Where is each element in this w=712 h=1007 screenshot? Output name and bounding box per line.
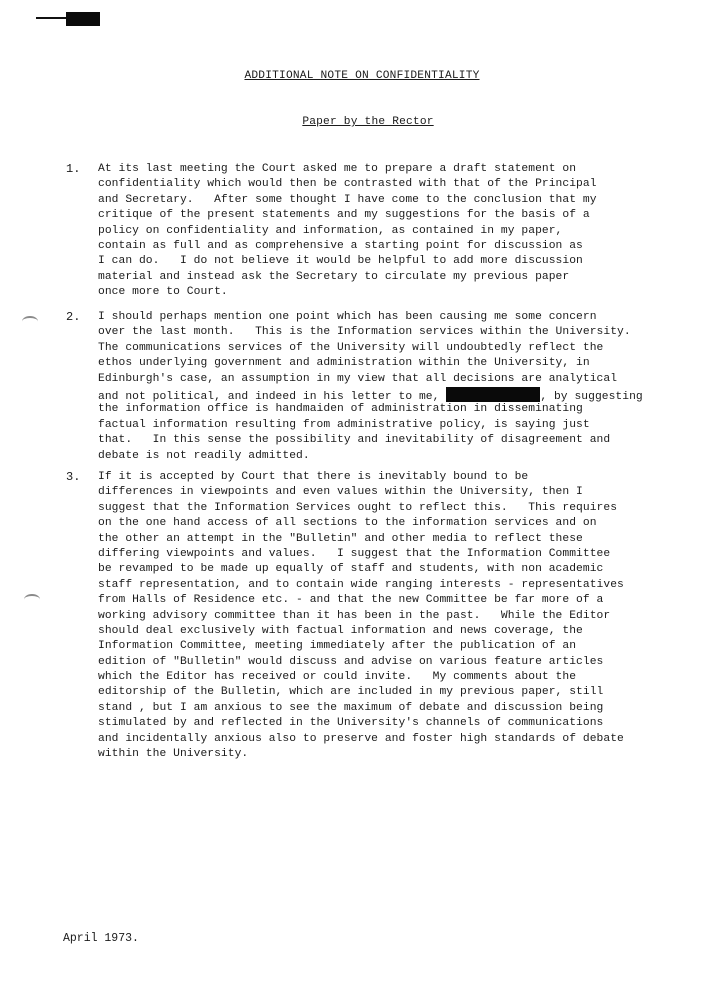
punch-hole-mark xyxy=(24,594,40,604)
paragraph-line: and incidentally anxious also to preserve and foster high standards of debate xyxy=(98,732,624,745)
paragraph-line: At its last meeting the Court asked me to prepare a draft statement on xyxy=(98,163,577,175)
paragraph-line: material and instead ask the Secretary to circulate my previous paper xyxy=(98,270,570,283)
paragraph-line: should deal exclusively with factual information and news coverage, the xyxy=(98,624,583,637)
paragraph-line: If it is accepted by Court that there is inevitably bound to be xyxy=(98,471,529,483)
paragraph-number: 3. xyxy=(66,470,81,484)
paragraph-body xyxy=(98,310,678,464)
paragraph-line-with-redaction xyxy=(98,387,678,402)
paragraph-line: The communications services of the University will undoubtedly reflect the xyxy=(98,341,604,354)
paragraph-line: be revamped to be made up equally of staff and students, with non academic xyxy=(98,563,604,576)
paragraph-line: which the Editor has received or could invite. My comments about the xyxy=(98,671,577,684)
paragraph-line: editorship of the Bulletin, which are included in my previous paper, still xyxy=(98,686,604,699)
paragraph-number: 2. xyxy=(66,310,81,324)
paragraph-line: differences in viewpoints and even values within the University, then I xyxy=(98,486,583,499)
paragraph-line: from Halls of Residence etc. - and that the new Committee be far more of a xyxy=(98,594,604,607)
paragraph-line: over the last month. This is the Information services within the University. xyxy=(98,326,631,339)
paragraph-body xyxy=(98,470,678,762)
paragraph-line: I should perhaps mention one point which has been causing me some concern xyxy=(98,311,597,323)
redaction-box xyxy=(66,12,100,26)
document-date: April 1973. xyxy=(63,932,139,945)
paragraph-line: and Secretary. After some thought I have come to the conclusion that my xyxy=(98,193,597,206)
paragraph-line: stand , but I am anxious to see the maximum of debate and discussion being xyxy=(98,701,604,714)
paragraph-line: stimulated by and reflected in the University's channels of communications xyxy=(98,717,604,730)
paragraph-line: policy on confidentiality and information, as contained in my paper, xyxy=(98,224,563,237)
paragraph-line: Edinburgh's case, an assumption in my view that all decisions are analytical xyxy=(98,372,618,385)
paragraph-line: on the one hand access of all sections to the information services and on xyxy=(98,517,597,530)
document-title: ADDITIONAL NOTE ON CONFIDENTIALITY xyxy=(244,70,480,82)
paragraph-line: suggest that the Information Services ought to reflect this. This requires xyxy=(98,501,618,514)
paragraph-number: 1. xyxy=(66,162,81,176)
paragraph-line: within the University. xyxy=(98,748,249,761)
paragraph-line: differing viewpoints and values. I suggest that the Information Committee xyxy=(98,547,611,560)
paragraph-line: staff representation, and to contain wide ranging interests - representatives xyxy=(98,578,624,591)
paragraph-line: the information office is handmaiden of administration in disseminating xyxy=(98,403,583,416)
punch-hole-mark xyxy=(22,316,38,326)
line-text: and not political, and indeed in his letter to me, xyxy=(98,390,440,403)
paragraph-line: working advisory committee than it has been in the past. While the Editor xyxy=(98,609,611,622)
redaction-mark xyxy=(36,12,100,26)
paragraph-line: factual information resulting from administrative policy, is saying just xyxy=(98,418,590,431)
paragraph-line: edition of "Bulletin" would discuss and advise on various feature articles xyxy=(98,655,604,668)
paragraph-line: ethos underlying government and administration within the University, in xyxy=(98,357,590,370)
paragraph-body xyxy=(98,162,678,301)
paragraph-line: once more to Court. xyxy=(98,286,228,299)
paragraph-line: that. In this sense the possibility and inevitability of disagreement and xyxy=(98,434,611,447)
paragraph-line: contain as full and as comprehensive a starting point for discussion as xyxy=(98,239,583,252)
paragraph-line: critique of the present statements and my suggestions for the basis of a xyxy=(98,209,590,222)
redacted-name xyxy=(446,387,540,402)
paragraph-line: Information Committee, meeting immediately after the publication of an xyxy=(98,640,577,653)
paragraph-line: confidentiality which would then be contrasted with that of the Principal xyxy=(98,178,597,191)
document-subtitle: Paper by the Rector xyxy=(302,116,434,128)
corner-line xyxy=(36,17,70,19)
paragraph-line: debate is not readily admitted. xyxy=(98,449,310,462)
paragraph-line: I can do. I do not believe it would be helpful to add more discussion xyxy=(98,255,583,268)
paragraph-line: the other an attempt in the "Bulletin" and other media to reflect these xyxy=(98,532,583,545)
line-text: , by suggesting xyxy=(540,390,643,403)
